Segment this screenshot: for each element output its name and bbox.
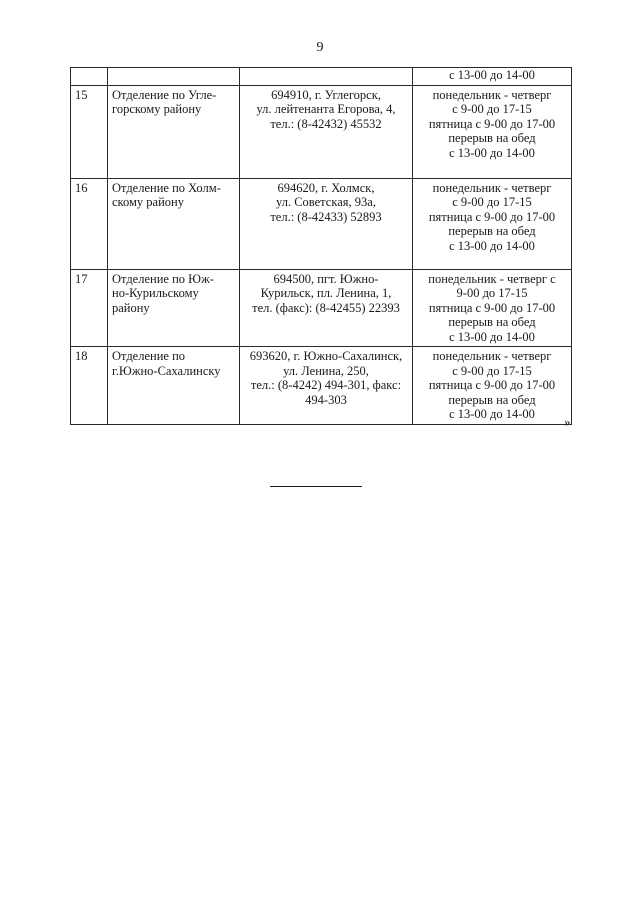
cell-office-name xyxy=(108,178,240,269)
hours-line: пятница с 9-00 до 17-00 xyxy=(428,116,556,131)
hours-line: перерыв на обед xyxy=(448,315,536,329)
cell-number xyxy=(71,68,108,86)
hours-line: перерыв на обед xyxy=(448,131,536,145)
hours-line: с 9-00 до 17-15 xyxy=(452,363,532,378)
hours-line: с 13-00 до 14-00 xyxy=(449,68,535,82)
office-name-line: району xyxy=(112,300,150,315)
office-name-line: Отделение по xyxy=(112,349,186,363)
address-line: 693620, г. Южно-Сахалинск, xyxy=(249,349,403,363)
office-name-line: Отделение по Юж- xyxy=(112,271,214,286)
cell-number: 17 xyxy=(71,269,108,347)
office-name-line: Отделение по Холм- xyxy=(112,180,221,195)
hours-line: пятница с 9-00 до 17-00 xyxy=(428,378,556,392)
hours-line: понедельник - четверг с xyxy=(428,271,556,286)
address-line: ул. Советская, 93а, xyxy=(276,195,376,209)
address-line: ул. лейтенанта Егорова, 4, xyxy=(256,102,396,116)
hours-line: с 13-00 до 14-00 xyxy=(449,145,535,160)
cell-address xyxy=(240,178,413,269)
cell-number: 18 xyxy=(71,347,108,425)
hours-line: с 13-00 до 14-00 xyxy=(449,238,535,253)
cell-number: 15 xyxy=(71,85,108,178)
table-row-continuation xyxy=(71,68,572,86)
address-line: 694620, г. Холмск, xyxy=(277,180,375,195)
office-name-line: г.Южно-Сахалинску xyxy=(112,363,221,378)
office-name-line: горскому району xyxy=(112,102,202,116)
cell-hours xyxy=(413,85,572,178)
table-row xyxy=(71,85,572,178)
page-number: 9 xyxy=(316,40,324,55)
hours-line: пятница с 9-00 до 17-00 xyxy=(428,300,556,315)
cell-address xyxy=(240,269,413,347)
address-line: тел.: (8-4242) 494-301, факс: xyxy=(250,378,402,392)
address-line: ул. Ленина, 250, xyxy=(283,363,369,378)
cell-office-name xyxy=(108,85,240,178)
address-line: 694500, пгт. Южно- xyxy=(273,271,379,286)
closing-quote: » xyxy=(564,414,571,429)
table-row xyxy=(71,347,572,425)
hours-line: с 13-00 до 14-00 xyxy=(449,407,535,421)
hours-line: перерыв на обед xyxy=(448,392,536,407)
cell-office-name xyxy=(108,68,240,86)
hours-line: 9-00 до 17-15 xyxy=(456,286,528,300)
cell-number: 16 xyxy=(71,178,108,269)
address-line: Курильск, пл. Ленина, 1, xyxy=(260,286,392,300)
cell-office-name xyxy=(108,269,240,347)
hours-line: перерыв на обед xyxy=(448,224,536,238)
office-name-line: но-Курильскому xyxy=(112,286,199,300)
cell-hours xyxy=(413,347,572,425)
address-line: 494-303 xyxy=(305,392,347,407)
hours-line: понедельник - четверг xyxy=(432,87,552,102)
address-line: тел. (факс): (8-42455) 22393 xyxy=(252,300,400,315)
cell-address xyxy=(240,347,413,425)
cell-hours xyxy=(413,269,572,347)
footer-divider xyxy=(270,486,362,487)
address-line: тел.: (8-42433) 52893 xyxy=(270,209,382,224)
hours-line: с 9-00 до 17-15 xyxy=(452,102,532,116)
hours-line: с 9-00 до 17-15 xyxy=(452,195,532,209)
cell-hours xyxy=(413,178,572,269)
address-line: тел.: (8-42432) 45532 xyxy=(270,116,382,131)
cell-address xyxy=(240,68,413,86)
address-line: 694910, г. Углегорск, xyxy=(271,87,381,102)
hours-line: понедельник - четверг xyxy=(432,180,552,195)
offices-table xyxy=(70,67,572,425)
table-row xyxy=(71,178,572,269)
hours-line: пятница с 9-00 до 17-00 xyxy=(428,209,556,224)
table-row xyxy=(71,269,572,347)
hours-line: понедельник - четверг xyxy=(432,349,552,363)
office-name-line: скому району xyxy=(112,195,184,209)
hours-line: с 13-00 до 14-00 xyxy=(449,329,535,344)
cell-office-name xyxy=(108,347,240,425)
cell-hours xyxy=(413,68,572,86)
cell-address xyxy=(240,85,413,178)
office-name-line: Отделение по Угле- xyxy=(112,87,217,102)
